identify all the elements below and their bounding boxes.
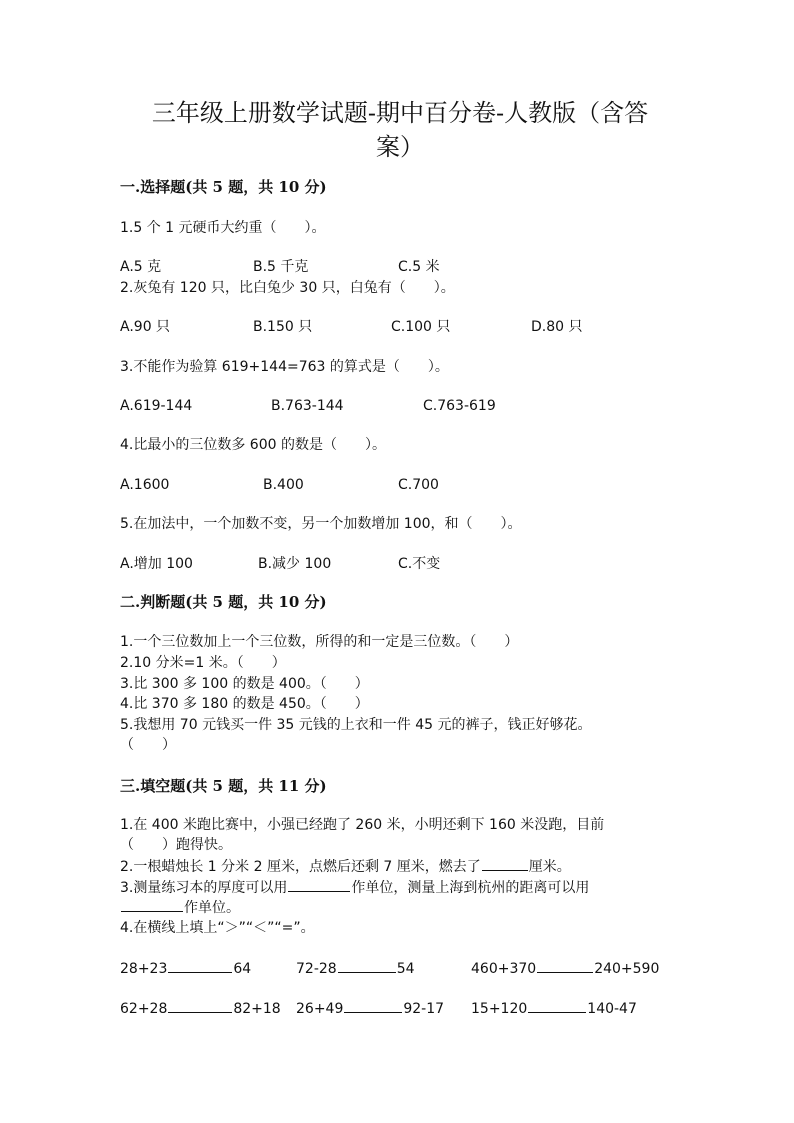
answer-blank[interactable] xyxy=(482,856,528,871)
choice-1-option-a: A.5 克 xyxy=(120,259,162,275)
choice-1-option-b: B.5 千克 xyxy=(253,259,309,275)
comparison-left: 15+120 xyxy=(471,1001,528,1017)
answer-blank[interactable] xyxy=(121,897,183,912)
judge-question-5-bracket: （ ） xyxy=(120,737,176,753)
comparison-item xyxy=(471,998,637,1019)
choice-4-option-b: B.400 xyxy=(263,477,304,493)
fill-question-4: 4.在横线上填上“＞”“＜”“=”。 xyxy=(120,920,315,936)
choice-question-2: 2.灰兔有 120 只，比白兔少 30 只，白兔有（ ）。 xyxy=(120,280,455,296)
choice-4-option-a: A.1600 xyxy=(120,477,170,493)
comparison-item xyxy=(296,958,415,979)
fill-question-3-text-3: 作单位。 xyxy=(184,900,240,916)
fill-question-3-text: 3.测量练习本的厚度可以用 xyxy=(120,880,288,896)
comparison-left: 72-28 xyxy=(296,961,337,977)
comparison-right: 140-47 xyxy=(587,1001,637,1017)
choice-5-option-b: B.减少 100 xyxy=(258,556,332,572)
comparison-left: 62+28 xyxy=(120,1001,168,1017)
page-title-line-2: 案） xyxy=(376,133,424,161)
choice-question-3: 3.不能作为验算 619+144=763 的算式是（ ）。 xyxy=(120,359,449,375)
answer-blank[interactable] xyxy=(168,998,232,1013)
page-title-line-1: 三年级上册数学试题-期中百分卷-人教版（含答 xyxy=(151,99,649,127)
comparison-item xyxy=(471,958,659,979)
judge-question-2: 2.10 分米=1 米。（ ） xyxy=(120,655,286,671)
comparison-right: 64 xyxy=(233,961,252,977)
fill-question-3-text-2: 作单位，测量上海到杭州的距离可以用 xyxy=(351,880,590,896)
answer-blank[interactable] xyxy=(528,998,586,1013)
section-heading-choice: 一.选择题(共 5 题，共 10 分) xyxy=(120,178,327,196)
answer-blank[interactable] xyxy=(168,958,232,973)
comparison-item xyxy=(120,958,251,979)
choice-5-option-c: C.不变 xyxy=(398,556,441,572)
comparison-item xyxy=(120,998,281,1019)
choice-5-option-a: A.增加 100 xyxy=(120,556,193,572)
fill-question-3-cont xyxy=(120,897,240,918)
answer-blank[interactable] xyxy=(344,998,402,1013)
choice-2-option-d: D.80 只 xyxy=(531,319,583,335)
judge-question-5: 5.我想用 70 元钱买一件 35 元钱的上衣和一件 45 元的裤子，钱正好够花。 xyxy=(120,717,592,733)
fill-question-1: 1.在 400 米跑比赛中，小强已经跑了 260 米，小明还剩下 160 米没跑，目前 xyxy=(120,817,605,833)
judge-question-4: 4.比 370 多 180 的数是 450。（ ） xyxy=(120,696,369,712)
choice-question-5: 5.在加法中，一个加数不变，另一个加数增加 100，和（ ）。 xyxy=(120,516,522,532)
fill-question-2 xyxy=(120,856,571,877)
section-heading-judge: 二.判断题(共 5 题，共 10 分) xyxy=(120,593,327,611)
choice-question-1: 1.5 个 1 元硬币大约重（ ）。 xyxy=(120,220,326,236)
comparison-right: 92-17 xyxy=(403,1001,445,1017)
choice-3-option-a: A.619-144 xyxy=(120,398,193,414)
comparison-right: 54 xyxy=(396,961,415,977)
fill-question-2-text: 2.一根蜡烛长 1 分米 2 厘米，点燃后还剩 7 厘米，燃去了 xyxy=(120,859,481,875)
comparison-item xyxy=(296,998,444,1019)
comparison-right: 82+18 xyxy=(233,1001,281,1017)
comparison-right: 240+590 xyxy=(594,961,660,977)
choice-2-option-a: A.90 只 xyxy=(120,319,171,335)
answer-blank[interactable] xyxy=(288,877,350,892)
choice-2-option-c: C.100 只 xyxy=(391,319,451,335)
answer-blank[interactable] xyxy=(338,958,396,973)
judge-question-1: 1.一个三位数加上一个三位数，所得的和一定是三位数。（ ） xyxy=(120,634,519,650)
section-heading-fill: 三.填空题(共 5 题，共 11 分) xyxy=(120,777,327,795)
choice-2-option-b: B.150 只 xyxy=(253,319,313,335)
choice-1-option-c: C.5 米 xyxy=(398,259,440,275)
choice-4-option-c: C.700 xyxy=(398,477,439,493)
answer-blank[interactable] xyxy=(537,958,593,973)
choice-question-4: 4.比最小的三位数多 600 的数是（ ）。 xyxy=(120,437,386,453)
comparison-left: 26+49 xyxy=(296,1001,344,1017)
fill-question-2-unit: 厘米。 xyxy=(528,859,571,875)
fill-question-3 xyxy=(120,877,589,898)
judge-question-3: 3.比 300 多 100 的数是 400。（ ） xyxy=(120,676,369,692)
choice-3-option-b: B.763-144 xyxy=(271,398,344,414)
comparison-left: 460+370 xyxy=(471,961,537,977)
fill-question-1-cont: （ ）跑得快。 xyxy=(120,837,232,853)
comparison-left: 28+23 xyxy=(120,961,168,977)
choice-3-option-c: C.763-619 xyxy=(423,398,496,414)
